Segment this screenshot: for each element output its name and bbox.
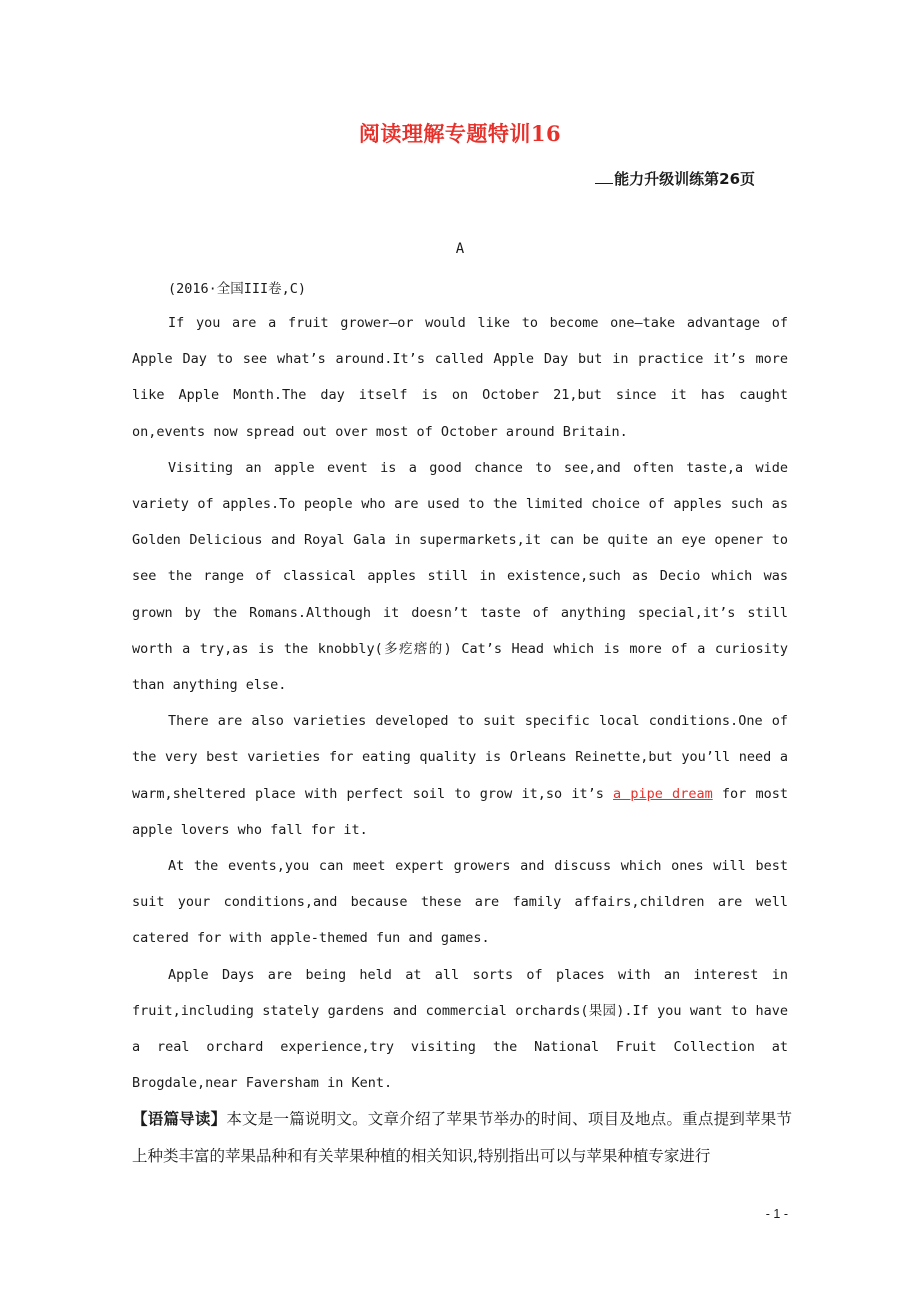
exercise-reference-text: 能力升级训练第26页 (614, 170, 755, 188)
reading-guide-text: 本文是一篇说明文。文章介绍了苹果节举办的时间、项目及地点。重点提到苹果节上种类丰富的苹果品种和有关苹果种植的相关知识,特别指出可以与苹果种植专家进行 (132, 1110, 792, 1165)
paragraph-4 (132, 848, 788, 957)
page-number: - 1 - (765, 1207, 788, 1221)
section-letter: A (455, 241, 465, 257)
paragraph-5-text: Apple Days are being held at all sorts of places with an interest in fruit,including stately gardens and commercial orchards(果园).If you want to have a real orchard experience,try visiting the National Fruit Collection at Brogdale,near Faversham in Kent. (132, 966, 788, 1092)
paragraph-3 (132, 703, 788, 848)
exercise-reference (595, 168, 755, 189)
passage (132, 305, 788, 1101)
reading-guide (132, 1101, 792, 1174)
paragraph-2-text: Visiting an apple event is a good chance to see,and often taste,a wide variety of apples.To people who are used to the limited choice of apples such as Golden Delicious and Royal Gala in supermarkets,it can be quite an eye opener to see the range of classical apples still in existence,such as Decio which was grown by the Romans.Although it doesn’t taste of anything special,it’s still worth a try,as is the knobbly(多疙瘩的) Cat’s Head which is more of a curiosity than anything else. (132, 459, 788, 694)
source-citation: (2016·全国III卷,C) (168, 281, 307, 297)
blank-underline (595, 169, 613, 184)
paragraph-1 (132, 305, 788, 450)
paragraph-1-text: If you are a fruit grower—or would like to become one—take advantage of Apple Day to see what’s around.It’s called Apple Day but in practice it’s more like Apple Month.The day itself is on October 21,but since it has caught on,events now spread out over most of October around Britain. (132, 315, 788, 440)
paragraph-3-text-end: for most apple lovers who fall for it. (132, 785, 788, 838)
paragraph-5 (132, 957, 788, 1102)
reading-guide-label: 【语篇导读】 (132, 1109, 227, 1128)
paragraph-4-text: At the events,you can meet expert growers and discuss which ones will best suit your conditions,and because these are family affairs,children are well catered for with apple-themed fun and games. (132, 858, 788, 947)
paragraph-3-text-start: There are also varieties developed to suit specific local conditions.One of the very best varieties for eating quality is Orleans Reinette,but you’ll need a warm,sheltered place with perfect soil to grow it,so it’s (132, 713, 788, 802)
highlighted-phrase: a pipe dream (613, 785, 713, 802)
paragraph-2 (132, 450, 788, 703)
page-title: 阅读理解专题特训16 (358, 121, 562, 146)
